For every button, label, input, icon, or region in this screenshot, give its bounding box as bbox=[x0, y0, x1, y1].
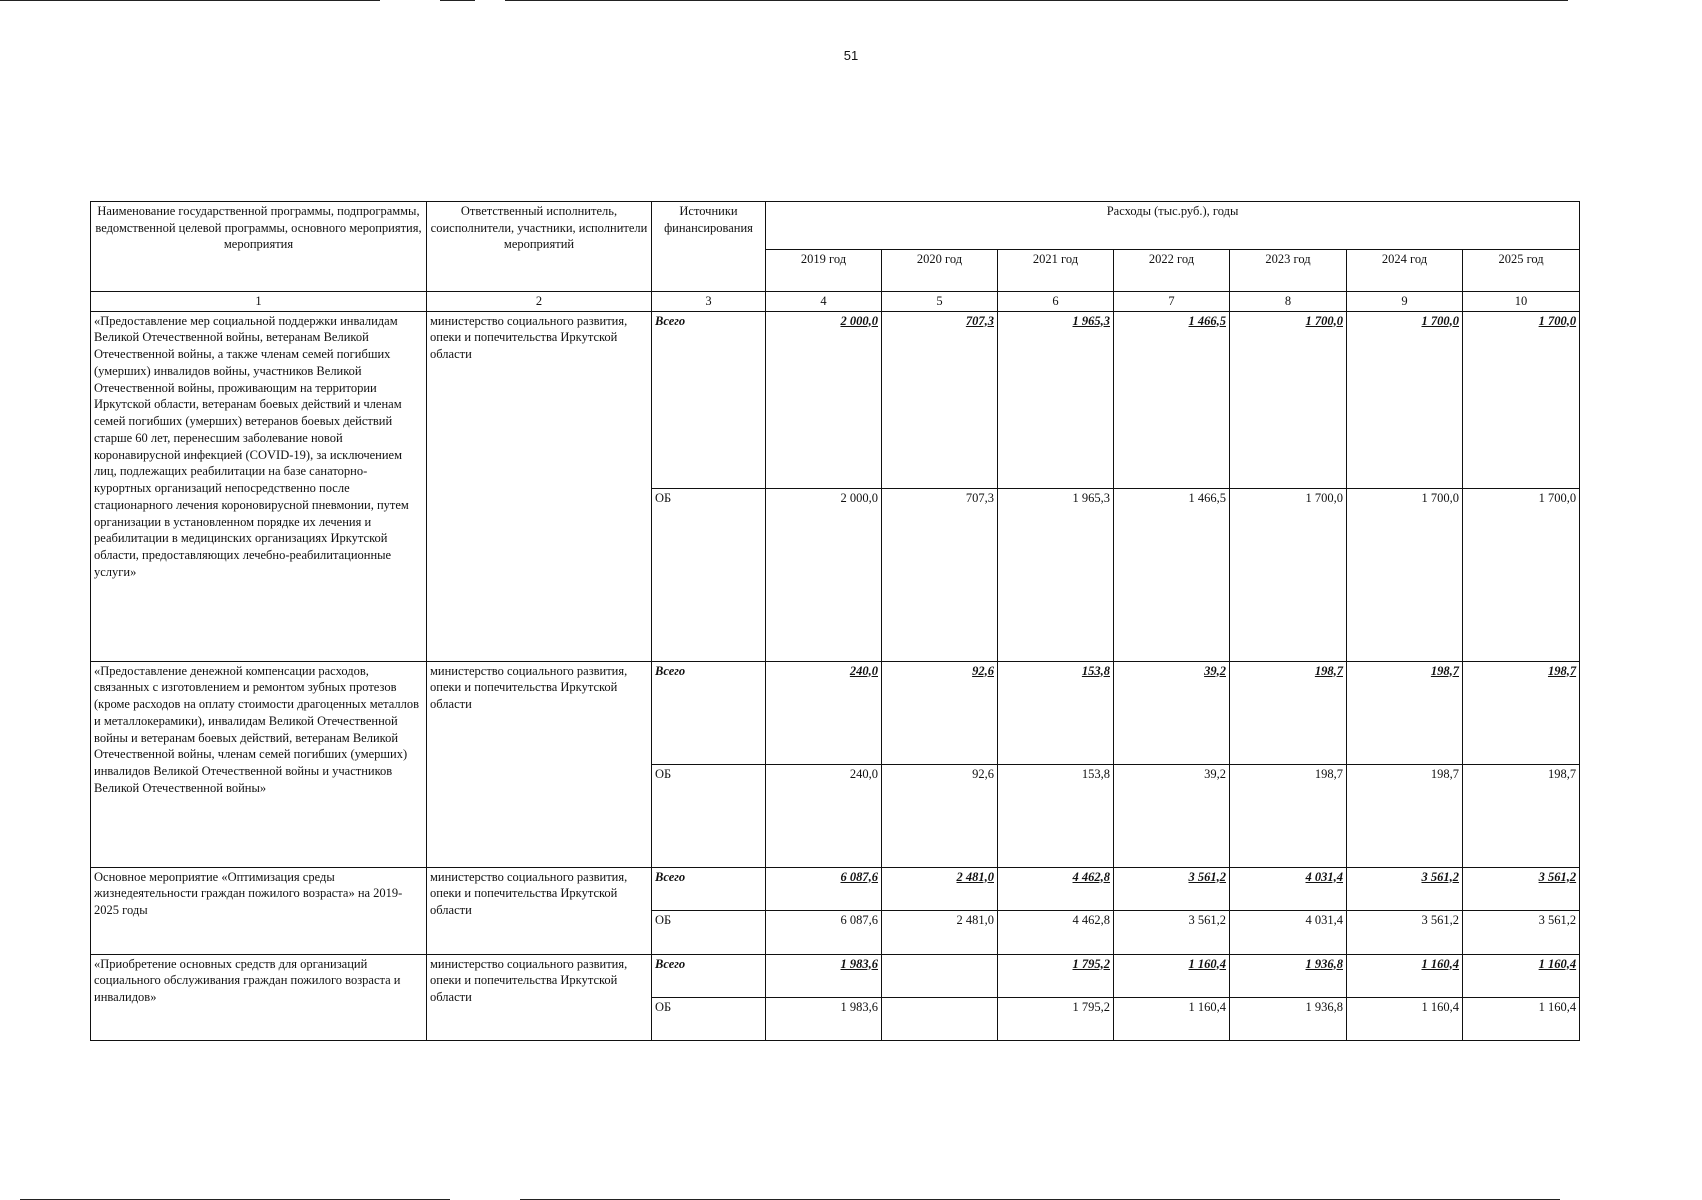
value-cell-ob: 1 160,4 bbox=[1463, 997, 1580, 1040]
value-cell-ob: 198,7 bbox=[1230, 764, 1347, 867]
value-cell-ob: 240,0 bbox=[766, 764, 882, 867]
column-number: 3 bbox=[652, 292, 766, 312]
column-number: 7 bbox=[1114, 292, 1230, 312]
value-cell-total: 240,0 bbox=[766, 661, 882, 764]
value-cell-ob: 153,8 bbox=[998, 764, 1114, 867]
value-cell-ob: 39,2 bbox=[1114, 764, 1230, 867]
column-number: 9 bbox=[1347, 292, 1463, 312]
column-number: 6 bbox=[998, 292, 1114, 312]
table-row-total bbox=[91, 954, 1580, 997]
executor-cell: министерство социального развития, опеки и попечительства Иркутской области bbox=[427, 661, 652, 867]
value-cell-ob: 1 160,4 bbox=[1347, 997, 1463, 1040]
value-cell-ob: 4 462,8 bbox=[998, 910, 1114, 954]
value-cell-total: 198,7 bbox=[1347, 661, 1463, 764]
value-cell-ob: 92,6 bbox=[882, 764, 998, 867]
value-cell-total: 153,8 bbox=[998, 661, 1114, 764]
value-cell-total: 2 000,0 bbox=[766, 311, 882, 488]
value-cell-total: 1 160,4 bbox=[1463, 954, 1580, 997]
program-name-cell: «Предоставление мер социальной поддержки инвалидам Великой Отечественной войны, ветеранам Великой Отечественной войны, а также членам семей погибших (умерших) инвалидов войны, участников Великой Отечественной войны, проживающим на территории Иркутской области, ветеранам боевых действий и членам семей погибших (умерших) ветеранов боевых действий старше 60 лет, перенесшим заболевание новой коронавирусной инфекцией (COVID-19), за исключением лиц, подлежащих реабилитации на базе санаторно-курортных организаций непосредственно после стационарного лечения короновирусной пневмонии, путем организации в установленном порядке их лечения и реабилитации в медицинских организациях Иркутской области, предоставляющих лечебно-реабилитационные услуги» bbox=[91, 311, 427, 661]
header-row-top bbox=[91, 202, 1580, 250]
table-row-total bbox=[91, 867, 1580, 910]
value-cell-total: 707,3 bbox=[882, 311, 998, 488]
funding-source-ob: ОБ bbox=[652, 997, 766, 1040]
column-number: 4 bbox=[766, 292, 882, 312]
funding-source-total: Всего bbox=[652, 661, 766, 764]
value-cell-total: 1 983,6 bbox=[766, 954, 882, 997]
value-cell-total: 1 160,4 bbox=[1114, 954, 1230, 997]
value-cell-total: 1 160,4 bbox=[1347, 954, 1463, 997]
value-cell-ob: 3 561,2 bbox=[1347, 910, 1463, 954]
value-cell-total: 1 700,0 bbox=[1230, 311, 1347, 488]
table-row-total bbox=[91, 311, 1580, 488]
page-number: 51 bbox=[843, 48, 859, 63]
value-cell-ob: 3 561,2 bbox=[1114, 910, 1230, 954]
value-cell-ob: 1 466,5 bbox=[1114, 488, 1230, 661]
value-cell-total: 6 087,6 bbox=[766, 867, 882, 910]
value-cell-ob: 1 795,2 bbox=[998, 997, 1114, 1040]
value-cell-ob: 198,7 bbox=[1347, 764, 1463, 867]
funding-source-total: Всего bbox=[652, 311, 766, 488]
program-name-cell: «Приобретение основных средств для организаций социального обслуживания граждан пожилого возраста и инвалидов» bbox=[91, 954, 427, 1040]
value-cell-total: 3 561,2 bbox=[1114, 867, 1230, 910]
executor-cell: министерство социального развития, опеки и попечительства Иркутской области bbox=[427, 954, 652, 1040]
program-name-cell: «Предоставление денежной компенсации расходов, связанных с изготовлением и ремонтом зубных протезов (кроме расходов на оплату стоимости драгоценных металлов и металлокерамики), инвалидам Великой Отечественной войны и ветеранам боевых действий, ветеранам Великой Отечественной войны, членам семей погибших (умерших) инвалидов Великой Отечественной войны и участников Великой Отечественной войны» bbox=[91, 661, 427, 867]
header-year: 2019 год bbox=[766, 250, 882, 292]
value-cell-ob: 1 160,4 bbox=[1114, 997, 1230, 1040]
header-year: 2025 год bbox=[1463, 250, 1580, 292]
column-number: 1 bbox=[91, 292, 427, 312]
table-row-total bbox=[91, 661, 1580, 764]
value-cell-total: 4 031,4 bbox=[1230, 867, 1347, 910]
column-number: 8 bbox=[1230, 292, 1347, 312]
value-cell-ob: 1 700,0 bbox=[1230, 488, 1347, 661]
column-number: 10 bbox=[1463, 292, 1580, 312]
budget-table bbox=[90, 201, 1580, 1041]
value-cell-ob: 6 087,6 bbox=[766, 910, 882, 954]
value-cell-total: 3 561,2 bbox=[1463, 867, 1580, 910]
executor-cell: министерство социального развития, опеки и попечительства Иркутской области bbox=[427, 311, 652, 661]
value-cell-total: 3 561,2 bbox=[1347, 867, 1463, 910]
header-program-name: Наименование государственной программы, подпрограммы, ведомственной целевой программы, основного мероприятия, мероприятия bbox=[91, 202, 427, 292]
value-cell-ob: 707,3 bbox=[882, 488, 998, 661]
value-cell-total: 198,7 bbox=[1230, 661, 1347, 764]
funding-source-ob: ОБ bbox=[652, 910, 766, 954]
top-edge-rule-mid bbox=[440, 0, 475, 1]
value-cell-total: 1 936,8 bbox=[1230, 954, 1347, 997]
value-cell-total: 92,6 bbox=[882, 661, 998, 764]
value-cell-total: 1 700,0 bbox=[1347, 311, 1463, 488]
top-edge-rule-right bbox=[505, 0, 1568, 1]
header-year: 2022 год bbox=[1114, 250, 1230, 292]
value-cell-ob: 1 965,3 bbox=[998, 488, 1114, 661]
header-executor: Ответственный исполнитель, соисполнители, участники, исполнители мероприятий bbox=[427, 202, 652, 292]
program-name-cell: Основное мероприятие «Оптимизация среды жизнедеятельности граждан пожилого возраста» на 2019-2025 годы bbox=[91, 867, 427, 954]
value-cell-ob: 4 031,4 bbox=[1230, 910, 1347, 954]
column-number: 2 bbox=[427, 292, 652, 312]
value-cell-total: 2 481,0 bbox=[882, 867, 998, 910]
value-cell-total: 4 462,8 bbox=[998, 867, 1114, 910]
value-cell-total: 1 965,3 bbox=[998, 311, 1114, 488]
value-cell-ob: 1 983,6 bbox=[766, 997, 882, 1040]
header-year: 2021 год bbox=[998, 250, 1114, 292]
value-cell-ob: 2 000,0 bbox=[766, 488, 882, 661]
value-cell-ob: 198,7 bbox=[1463, 764, 1580, 867]
funding-source-total: Всего bbox=[652, 867, 766, 910]
value-cell-total: 1 700,0 bbox=[1463, 311, 1580, 488]
value-cell-ob: 1 936,8 bbox=[1230, 997, 1347, 1040]
header-funding-source: Источники финансирования bbox=[652, 202, 766, 292]
value-cell-ob: 3 561,2 bbox=[1463, 910, 1580, 954]
executor-cell: министерство социального развития, опеки и попечительства Иркутской области bbox=[427, 867, 652, 954]
header-year: 2024 год bbox=[1347, 250, 1463, 292]
value-cell-total: 1 466,5 bbox=[1114, 311, 1230, 488]
value-cell-total: 1 795,2 bbox=[998, 954, 1114, 997]
value-cell-total: 198,7 bbox=[1463, 661, 1580, 764]
value-cell-ob: 1 700,0 bbox=[1463, 488, 1580, 661]
funding-source-ob: ОБ bbox=[652, 488, 766, 661]
value-cell-total bbox=[882, 954, 998, 997]
top-edge-rule-left bbox=[0, 0, 380, 1]
column-number: 5 bbox=[882, 292, 998, 312]
value-cell-total: 39,2 bbox=[1114, 661, 1230, 764]
value-cell-ob bbox=[882, 997, 998, 1040]
value-cell-ob: 1 700,0 bbox=[1347, 488, 1463, 661]
value-cell-ob: 2 481,0 bbox=[882, 910, 998, 954]
header-expenses: Расходы (тыс.руб.), годы bbox=[766, 202, 1580, 250]
header-year: 2020 год bbox=[882, 250, 998, 292]
funding-source-ob: ОБ bbox=[652, 764, 766, 867]
column-number-row bbox=[91, 292, 1580, 312]
header-year: 2023 год bbox=[1230, 250, 1347, 292]
funding-source-total: Всего bbox=[652, 954, 766, 997]
